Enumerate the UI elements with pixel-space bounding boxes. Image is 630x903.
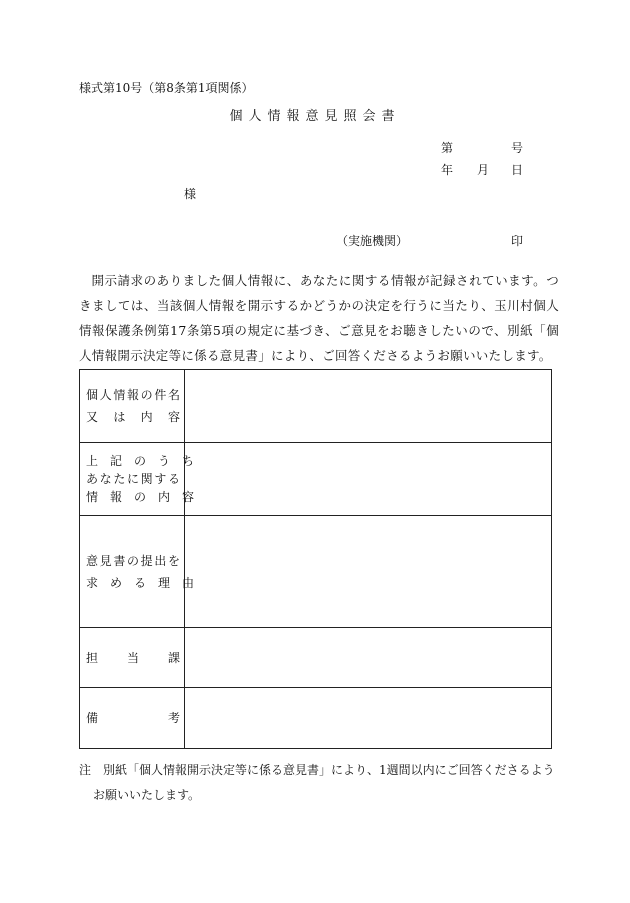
related-info-field[interactable] <box>185 443 552 516</box>
subject-field[interactable] <box>185 370 552 443</box>
body-paragraph: 開示請求のありました個人情報に、あなたに関する情報が記録されています。つきましては、当該個人情報を開示するかどうかの決定を行うに当たり、玉川村個人情報保護条例第17条第5項の規定に基づき、ご意見をお聴きしたいので、別紙「個人情報開示決定等に係る意見書」により、ご回答くださるようお願いいたします。 <box>79 273 559 363</box>
document-number-prefix: 第 <box>441 141 454 155</box>
label-line: 意見書の提出を <box>86 553 180 568</box>
document-number-suffix: 号 <box>511 141 524 155</box>
row-label-subject <box>80 370 185 443</box>
table-row <box>80 370 552 443</box>
label-line: 上 記 の う ち <box>86 454 195 468</box>
label-line: 又 は 内 容 <box>86 410 180 424</box>
table-row <box>80 688 552 749</box>
seal-mark: 印 <box>511 234 524 248</box>
footnote-line: お願いいたします。 <box>93 788 201 802</box>
department-field[interactable] <box>185 628 552 688</box>
implementing-agency: （実施機関） <box>336 234 409 248</box>
addressee-honorific: 様 <box>184 187 197 201</box>
table-row <box>80 628 552 688</box>
page-title: 個人情報意見照会書 <box>229 109 401 124</box>
label-line <box>86 707 180 729</box>
label-line: あなたに関する <box>86 472 180 486</box>
label-line: 担 当 課 <box>86 650 180 665</box>
row-label-remarks <box>80 688 185 749</box>
date-year-label: 年 <box>441 163 454 177</box>
date-month-label: 月 <box>477 163 490 177</box>
footnote <box>79 758 554 808</box>
row-label-related-info <box>80 443 195 516</box>
label-line: 情 報 の 内 容 <box>86 490 195 504</box>
row-label-department <box>80 628 185 688</box>
label-text: 考 <box>167 711 180 725</box>
table-row <box>80 443 552 516</box>
footnote-line: 注 別紙「個人情報開示決定等に係る意見書」により、1週間以内にご回答くださるよう <box>79 763 555 777</box>
label-text: 備 <box>86 711 99 725</box>
table-row <box>80 516 552 628</box>
date-day-label: 日 <box>511 163 524 177</box>
info-table <box>79 369 552 749</box>
label-line: 個人情報の件名 <box>86 388 180 402</box>
label-line: 求 め る 理 由 <box>86 575 195 590</box>
row-label-reason <box>80 516 195 628</box>
remarks-field[interactable] <box>185 688 552 749</box>
reason-field[interactable] <box>185 516 552 628</box>
form-number: 様式第10号（第8条第1項関係） <box>79 81 254 95</box>
